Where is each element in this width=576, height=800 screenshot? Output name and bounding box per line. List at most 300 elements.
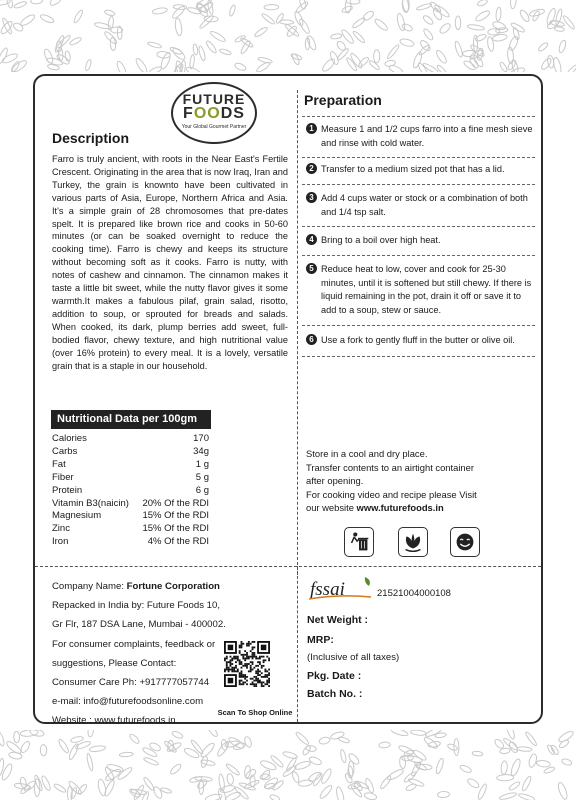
grain-mark: [147, 41, 162, 49]
grain-mark: [477, 0, 489, 7]
grain-mark: [225, 763, 241, 777]
qr-module: [261, 681, 263, 683]
grain-mark: [205, 40, 218, 54]
grain-mark: [412, 749, 427, 762]
grain-mark: [254, 26, 269, 38]
grain-mark: [40, 744, 47, 755]
qr-module: [246, 654, 248, 656]
grain-mark: [172, 63, 184, 72]
qr-module: [264, 669, 266, 671]
qr-module: [246, 652, 248, 654]
grain-mark: [508, 781, 521, 792]
qr-module: [252, 647, 254, 649]
qr-module: [242, 681, 244, 683]
dispose-in-bin-icon: [344, 527, 374, 557]
qr-module: [250, 643, 252, 645]
net-weight-label: Net Weight :: [307, 614, 369, 626]
grain-mark: [20, 777, 27, 788]
prep-step-3: [306, 192, 536, 219]
grain-mark: [499, 61, 508, 72]
qr-module: [261, 685, 263, 687]
grain-pattern-bottom-svg: [0, 730, 576, 800]
qr-module: [235, 658, 237, 660]
qr-module: [228, 670, 230, 672]
qr-module: [224, 669, 226, 671]
qr-module: [261, 656, 263, 658]
step-number-5: 5: [306, 263, 317, 274]
qr-module: [235, 661, 237, 663]
grain-mark: [198, 46, 206, 62]
nutrition-row: [52, 498, 209, 511]
qr-module: [248, 658, 250, 660]
grain-mark: [379, 742, 391, 749]
grain-mark: [234, 62, 247, 72]
website-link[interactable]: www.futurefoods.in: [356, 502, 444, 514]
qr-module: [250, 678, 252, 680]
grain-mark: [417, 62, 429, 72]
grain-mark: [259, 759, 277, 771]
prep-step-4: [306, 234, 536, 248]
qr-module: [230, 656, 232, 658]
qr-module: [241, 647, 243, 649]
grain-mark: [226, 773, 234, 785]
grain-mark: [558, 39, 567, 53]
grain-mark: [492, 20, 507, 31]
grain-mark: [89, 745, 106, 752]
qr-module: [224, 670, 226, 672]
grain-mark: [70, 736, 84, 744]
grain-mark: [487, 36, 495, 51]
consumer-care-phone: Consumer Care Ph: +917777057744: [52, 677, 210, 689]
qr-module: [266, 674, 268, 676]
grain-mark: [207, 730, 219, 738]
grain-mark: [291, 771, 300, 783]
qr-module: [268, 674, 270, 676]
qr-module: [241, 641, 243, 643]
qr-module: [255, 670, 257, 672]
qr-module: [244, 650, 246, 652]
nutrition-row: [52, 523, 209, 536]
grain-mark: [510, 0, 517, 9]
grain-mark: [364, 778, 375, 794]
qr-module: [253, 647, 255, 649]
grain-mark: [0, 732, 5, 747]
qr-module: [246, 680, 248, 682]
qr-module: [250, 650, 252, 652]
qr-module: [244, 658, 246, 660]
qr-module: [253, 683, 255, 685]
grain-mark: [321, 57, 337, 72]
grain-mark: [396, 13, 406, 32]
grain-mark: [499, 792, 517, 800]
qr-module: [231, 659, 233, 661]
grain-pattern-top: [0, 0, 576, 72]
qr-module: [226, 661, 228, 663]
qr-module: [248, 670, 250, 672]
qr-module: [257, 661, 259, 663]
qr-module: [257, 670, 259, 672]
grain-mark: [142, 746, 158, 758]
qr-module: [241, 676, 243, 678]
qr-module: [230, 669, 232, 671]
qr-module: [259, 681, 261, 683]
qr-module: [264, 659, 266, 661]
qr-module: [257, 681, 259, 683]
qr-module: [239, 650, 241, 652]
qr-module: [252, 654, 254, 656]
grain-mark: [524, 731, 537, 747]
qr-module: [230, 659, 232, 661]
qr-module: [237, 669, 239, 671]
qr-module: [266, 676, 268, 678]
qr-module: [264, 683, 266, 685]
qr-module: [233, 670, 235, 672]
grain-mark: [472, 751, 483, 756]
qr-module: [244, 659, 246, 661]
grain-mark: [536, 760, 551, 768]
grain-mark: [519, 9, 531, 23]
nutrient-value: 170: [193, 433, 209, 444]
nutrient-value: 15% Of the RDI: [142, 510, 209, 522]
grain-mark: [418, 44, 430, 56]
grain-mark: [219, 48, 232, 56]
grain-mark: [336, 40, 347, 52]
qr-module: [237, 659, 239, 661]
grain-mark: [31, 0, 43, 4]
qr-module: [255, 683, 257, 685]
qr-module: [241, 663, 243, 665]
grain-mark: [189, 54, 195, 69]
qr-module: [253, 641, 255, 643]
qr-module: [231, 670, 233, 672]
grain-mark: [557, 730, 574, 744]
prep-step-6: [306, 334, 536, 348]
qr-module: [250, 667, 252, 669]
qr-module: [252, 681, 254, 683]
preparation-heading: Preparation: [304, 92, 382, 108]
qr-module: [241, 661, 243, 663]
qr-module: [226, 663, 228, 665]
qr-module: [242, 643, 244, 645]
grain-mark: [425, 730, 443, 738]
qr-module: [266, 683, 268, 685]
qr-module: [239, 652, 241, 654]
grain-mark: [200, 759, 215, 766]
grain-mark: [510, 758, 522, 777]
qr-module: [255, 676, 257, 678]
qr-module: [231, 663, 233, 665]
grain-mark: [299, 0, 307, 10]
qr-module: [244, 676, 246, 678]
nutrient-value: 4% Of the RDI: [147, 536, 209, 548]
qr-module: [230, 663, 232, 665]
qr-module: [224, 659, 226, 661]
grain-mark: [269, 794, 280, 800]
grain-mark: [200, 755, 208, 768]
qr-finder: [228, 678, 234, 684]
step-separator: [302, 116, 535, 117]
qr-finder: [261, 645, 267, 651]
grain-mark: [540, 57, 553, 71]
grain-mark: [562, 15, 576, 31]
qr-module: [253, 680, 255, 682]
qr-module: [242, 665, 244, 667]
vegetarian-leaf-icon: [398, 527, 428, 557]
step-text-3: Add 4 cups water or stock or a combination of both and 1/4 tsp salt.: [321, 193, 528, 217]
qr-module: [259, 661, 261, 663]
grain-mark: [77, 783, 88, 795]
qr-module: [230, 665, 232, 667]
qr-module: [231, 669, 233, 671]
nutrient-name: Carbs: [52, 445, 78, 457]
grain-mark: [466, 777, 480, 789]
step-text-6: Use a fork to gently fluff in the butter or olive oil.: [321, 335, 515, 345]
bottom-column-divider: [297, 566, 298, 722]
qr-module: [252, 641, 254, 643]
qr-module: [263, 676, 265, 678]
qr-module: [259, 656, 261, 658]
grain-mark: [5, 740, 22, 755]
qr-module: [253, 654, 255, 656]
company-name-label: Company Name:: [52, 581, 127, 592]
qr-label: Scan To Shop Online: [217, 708, 293, 717]
grain-mark: [346, 0, 360, 4]
nutrition-row: [52, 510, 209, 523]
qr-module: [241, 670, 243, 672]
qr-module: [241, 683, 243, 685]
qr-module: [244, 665, 246, 667]
qr-module: [252, 683, 254, 685]
qr-module: [241, 680, 243, 682]
grain-mark: [131, 789, 147, 796]
grain-mark: [412, 51, 423, 68]
prep-step-1: [306, 123, 536, 150]
description-heading: Description: [52, 130, 130, 146]
grain-mark: [87, 730, 94, 737]
grain-mark: [64, 51, 71, 62]
step-number-1: 1: [306, 123, 317, 134]
qr-module: [263, 685, 265, 687]
nutrient-value: 20% Of the RDI: [142, 497, 209, 509]
grain-mark: [256, 61, 271, 72]
grain-mark: [97, 779, 107, 797]
step-text-4: Bring to a boil over high heat.: [321, 235, 441, 245]
qr-module: [239, 681, 241, 683]
grain-mark: [488, 28, 500, 35]
step-text-1: Measure 1 and 1/2 cups farro into a fine mesh sieve and rinse with cold water.: [321, 124, 533, 148]
repacked-line: Repacked in India by: Future Foods 10,: [52, 600, 220, 612]
step-number-4: 4: [306, 234, 317, 245]
qr-module: [264, 676, 266, 678]
grain-mark: [454, 41, 464, 58]
grain-mark: [364, 792, 378, 800]
qr-module: [268, 680, 270, 682]
grain-mark: [174, 18, 182, 36]
storage-line: after opening.: [306, 475, 364, 487]
grain-mark: [295, 731, 310, 746]
nutrition-row: [52, 459, 209, 472]
prep-step-5: [306, 263, 536, 317]
qr-module: [241, 674, 243, 676]
complaints-line: suggestions, Please Contact:: [52, 657, 177, 669]
grain-pattern-top-svg: [0, 0, 576, 72]
nutrient-name: Fat: [52, 458, 66, 470]
step-separator: [302, 325, 535, 326]
qr-module: [226, 669, 228, 671]
qr-module: [252, 652, 254, 654]
nutrition-row: [52, 472, 209, 485]
grain-mark: [152, 7, 168, 15]
grain-mark: [330, 33, 342, 39]
storage-line: Store in a cool and dry place.: [306, 448, 428, 459]
grain-mark: [240, 40, 252, 55]
grain-mark: [416, 3, 432, 11]
grain-pattern-bottom: [0, 730, 576, 800]
qr-module: [239, 647, 241, 649]
qr-module: [237, 658, 239, 660]
qr-module: [268, 659, 270, 661]
qr-module: [257, 665, 259, 667]
qr-module: [250, 669, 252, 671]
grain-mark: [57, 738, 70, 754]
qr-module: [246, 643, 248, 645]
grain-mark: [501, 761, 508, 775]
company-website[interactable]: Website : www.futurefoods.in: [52, 715, 176, 727]
qr-module: [253, 656, 255, 658]
logo-oo: OO: [193, 105, 221, 122]
qr-module: [242, 683, 244, 685]
step-separator: [302, 184, 535, 185]
qr-module: [263, 656, 265, 658]
qr-module: [233, 658, 235, 660]
qr-module: [239, 676, 241, 678]
logo-line-foods: [171, 106, 257, 122]
qr-module: [263, 681, 265, 683]
qr-module: [255, 656, 257, 658]
grain-mark: [143, 756, 159, 766]
qr-module: [253, 685, 255, 687]
qr-module: [246, 645, 248, 647]
mrp-note: (Inclusive of all taxes): [307, 652, 400, 663]
qr-module: [248, 641, 250, 643]
qr-module: [250, 683, 252, 685]
qr-module: [259, 663, 261, 665]
qr-module: [255, 658, 257, 660]
grain-mark: [183, 747, 200, 760]
qr-module: [259, 670, 261, 672]
qr-module: [248, 656, 250, 658]
qr-module: [241, 667, 243, 669]
qr-module: [244, 678, 246, 680]
email-line[interactable]: e-mail: info@futurefoodsonline.com: [52, 696, 204, 708]
grain-mark: [335, 786, 345, 800]
step-separator: [302, 157, 535, 158]
grain-mark: [134, 57, 148, 72]
company-name: Fortune Corporation: [126, 581, 220, 592]
grain-mark: [330, 731, 345, 741]
qr-module: [226, 667, 228, 669]
nutrition-row: [52, 446, 209, 459]
column-divider: [297, 90, 298, 575]
grain-mark: [399, 756, 406, 769]
qr-module: [261, 665, 263, 667]
qr-module: [242, 676, 244, 678]
grain-mark: [459, 764, 472, 774]
qr-module: [263, 665, 265, 667]
qr-module: [239, 663, 241, 665]
grain-mark: [518, 793, 535, 800]
grain-mark: [496, 7, 502, 21]
grain-mark: [399, 38, 415, 48]
grain-mark: [119, 752, 133, 757]
nutrient-value: 6 g: [195, 484, 209, 496]
grain-mark: [229, 4, 237, 16]
grain-mark: [455, 16, 461, 30]
step-text-2: Transfer to a medium sized pot that has a lid.: [321, 164, 505, 174]
grain-mark: [467, 24, 485, 31]
logo-f: F: [183, 105, 194, 122]
qr-module: [246, 676, 248, 678]
qr-module: [257, 669, 259, 671]
nutrition-row: [52, 485, 209, 498]
logo-tagline: Your Global Gourmet Partner: [181, 124, 247, 130]
grain-mark: [298, 18, 311, 35]
step-number-2: 2: [306, 163, 317, 174]
grain-mark: [279, 20, 293, 25]
grain-mark: [497, 774, 514, 781]
fssai-license-number: 21521004000108: [377, 588, 451, 599]
qr-module: [257, 674, 259, 676]
qr-module: [259, 674, 261, 676]
qr-module: [235, 665, 237, 667]
qr-module: [259, 658, 261, 660]
qr-module: [253, 667, 255, 669]
grain-mark: [319, 736, 331, 745]
grain-mark: [115, 60, 127, 72]
grain-mark: [12, 21, 24, 32]
qr-module: [242, 656, 244, 658]
grain-mark: [86, 753, 94, 771]
qr-module: [242, 654, 244, 656]
qr-module: [246, 658, 248, 660]
qr-module: [250, 661, 252, 663]
grain-mark: [554, 26, 564, 31]
qr-module: [261, 672, 263, 674]
qr-module: [268, 658, 270, 660]
grain-mark: [386, 768, 404, 782]
qr-module: [261, 676, 263, 678]
qr-code[interactable]: [224, 641, 270, 687]
nutrient-name: Protein: [52, 484, 83, 496]
smiley-face-icon: [450, 527, 480, 557]
repacked-address: Gr Flr, 187 DSA Lane, Mumbai - 400002.: [52, 619, 226, 631]
nutrient-name: Magnesium: [52, 510, 102, 522]
grain-mark: [305, 745, 316, 752]
qr-module: [268, 669, 270, 671]
qr-module: [266, 680, 268, 682]
qr-module: [226, 665, 228, 667]
grain-mark: [264, 4, 279, 9]
qr-module: [268, 685, 270, 687]
grain-mark: [508, 35, 520, 51]
nutrient-name: Vitamin B3(naicin): [52, 497, 129, 509]
grain-mark: [557, 782, 569, 800]
pkg-date-label: Pkg. Date :: [307, 670, 362, 682]
qr-module: [255, 672, 257, 674]
grain-mark: [564, 64, 576, 72]
qr-module: [266, 681, 268, 683]
grain-mark: [435, 49, 448, 64]
